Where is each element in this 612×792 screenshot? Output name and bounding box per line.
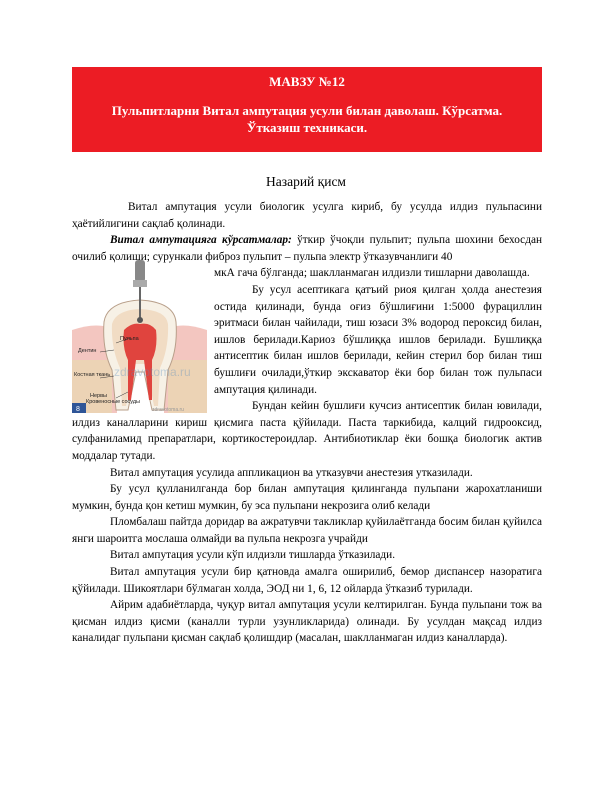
figure-page-number: 8: [76, 406, 80, 413]
topic-number: МАВЗУ №12: [269, 74, 345, 89]
label-nerves: Нервы: [90, 393, 107, 399]
section-title: Назарий қисм: [266, 174, 346, 189]
indications-heading: Витал ампутацияга кўрсатмалар:: [110, 234, 292, 247]
paragraph-1: Витал ампутация усули биологик усулга кириб, бу усулда илдиз пульпасини ҳаётийлигини сақлаб қолинади.: [72, 201, 542, 230]
paragraph-9: Витал ампутация усули бир қатновда амалга оширилиб, бемор диспансер назоратига қўйилади. Шикоятлари бўлмаган холда, ЭОД ни 1, 6, 12 ойларда ўтказиб турилади.: [72, 566, 542, 595]
paragraph-5: Витал ампутация усулида аппликацион ва утказувчи анестезия утказилади.: [110, 466, 473, 479]
watermark-text: zdravotoma.ru: [114, 365, 191, 379]
paragraph-4: Бундан кейин бушлиғи кучсиз антисептик билан ювилади, илдиз каналларини кириш қисмига паста қўйилади. Паста таркибида, калций гидрооксид, сулфаниламид препаратлари, кортикостероидлар. Антибиотиклар ёки бошқа биологик актив моддалар тутади.: [72, 400, 542, 462]
paragraph-3: Бу усул асептикага қатъий риоя қилган ҳолда анестезия остида қилинади, бунда оғиз бўшлиғини 1:5000 фурациллин эритмаси билан чайилади, тиш юзаси 3% водород пероксид билан, ишлов берилади.Кариоз бўшлиққа ишлов берилади. Бушлиққа антисептик билан ишлов берилади, кейин стерил бор билан тиш бушлиғи очилади,ўткир экскаватор ёки бор билан тож пульпаси ампутация қилинади.: [214, 283, 542, 396]
paragraph-10: Айрим адабиётларда, чуқур витал ампутация усули келтирилган. Бунда пульпани тож ва қисман илдиз қисми (каналли турли узунликларида) олинади. Бу усулдан мақсад илдиз каналидаг пульпани қисман сақлаб қолишдир (масалан, шаклланмаган илдиз каналларда).: [72, 599, 542, 645]
topic-title: Пульпитларни Витал ампутация усули билан даволаш. Кўрсатма. Ўтказиш техникаси.: [111, 103, 503, 135]
label-vessels: Кровеносные сосуды: [86, 399, 141, 405]
paragraph-7: Пломбалаш пайтда доридар ва ажратувчи такликлар қуйилаётганда босим билан қуйилса янги шароитга мослаша олмайди ва пульпа некрозга учрайди: [72, 516, 542, 545]
paragraph-2: [72, 232, 542, 265]
paragraph-2-cont: мкА гача бўлганда; шаклланмаган илдизли тишларни даволашда.: [214, 267, 530, 280]
label-dentin: Дентин: [78, 348, 97, 354]
paragraph-6: Бу усул қулланилганда бор билан ампутация қилинганда пульпани жарохатланиши мумкин, бунда қон кетиш мумкин, бу эса пульпани некрозига олиб келади: [72, 483, 542, 512]
label-pulp: Пульпа: [120, 336, 139, 342]
topic-banner: [72, 67, 542, 152]
indications-text: ўткир ўчоқли пульпит; пульпа шохини бехосдан очилиб қолиши; сурункали фиброз пульпит – пульпа электр ўтказувчанлиги 40: [72, 234, 542, 263]
body-text: [72, 199, 542, 647]
label-bone: Костная ткань: [74, 372, 111, 378]
paragraph-8: Витал ампутация усули кўп илдизли тишларда ўтказилади.: [110, 549, 396, 562]
figure-source: zdravotoma.ru: [152, 407, 184, 413]
